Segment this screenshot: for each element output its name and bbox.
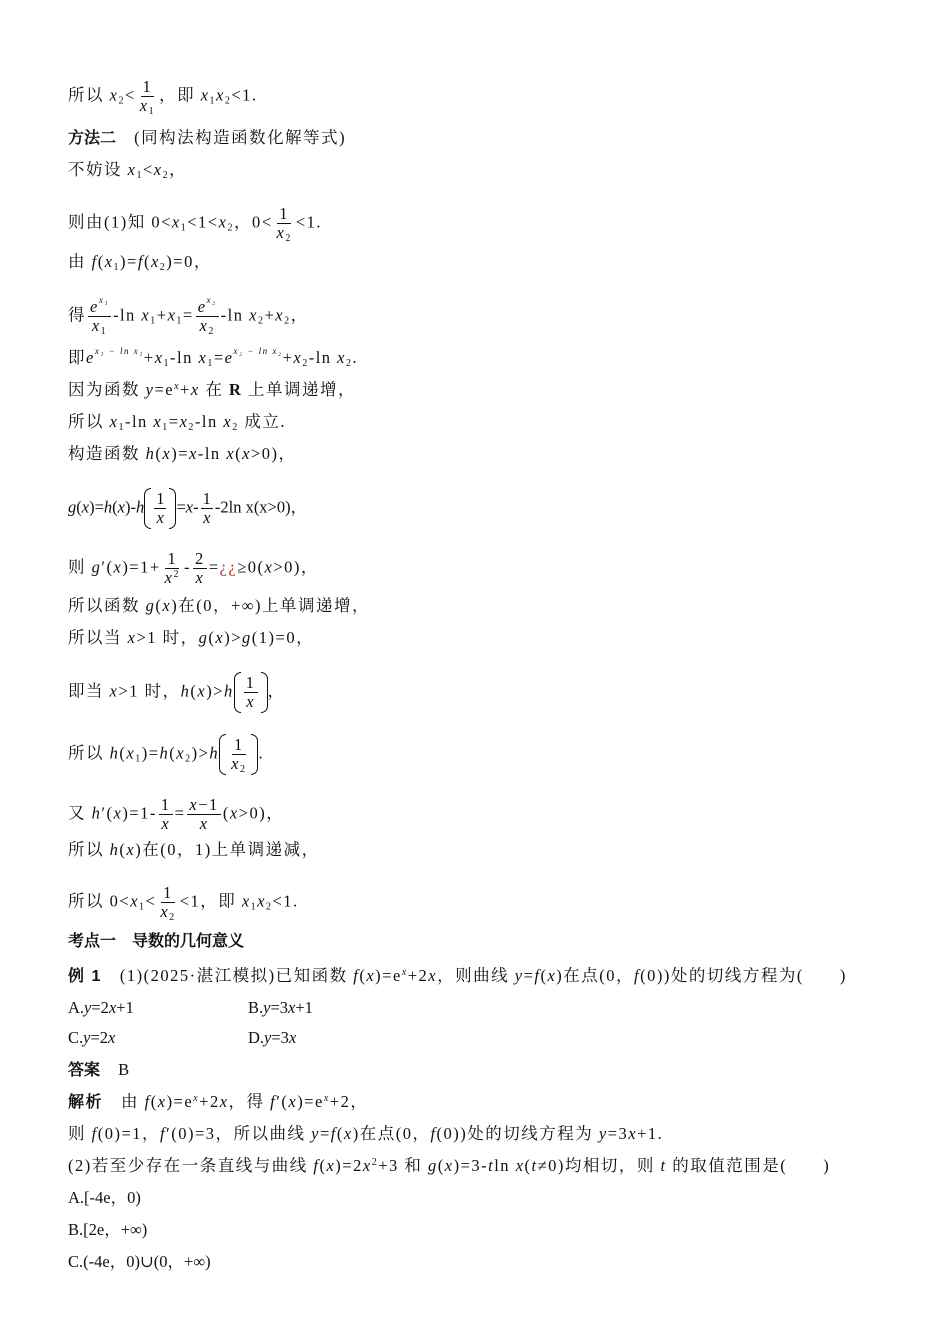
section-title: 考点一 导数的几何意义 [68,933,245,950]
line-ji-exponential: 即$e^{x_1 - ln x_1}+x_1-\ln$ $x_1=e^{x_2 - ln x_2}+x_2-\ln$ $x_2$. [68,346,359,369]
line-assume: 不妨设 $x_1<x_2$， [68,160,188,181]
line-g-derivative: 则 g′(x)=1+ $\frac{1}{x^2}$ - $\frac{2}{x}$ =¿¿≥0(x>0)， [68,549,319,588]
choice-d: D.y=3x [248,1028,297,1047]
analysis-label: 解析 [68,1094,104,1111]
line-construct-h: 构造函数 h(x)=x-ln x(x>0)， [68,444,297,463]
line-when-x-gt-1: 所以当 x>1 时，g(x)>g(1)=0， [68,628,315,647]
garbled-symbol: ¿¿ [219,557,238,577]
choice-c: C.y=2x [68,1028,116,1047]
fraction-ex2-over-x2: $\frac{e^{x_2}}{x_2}$ [197,295,217,338]
line-h-derivative: 又 h′(x)=1- $\frac{1}{x}$ = $\frac{x-1}{x}$ (x>0)， [68,795,285,834]
analysis-row-2: 则 f(0)=1，f′(0)=3，所以曲线 y=f(x)在点(0，f(0))处的切线方程为 y=3x+1. [68,1124,664,1143]
choice-b: B.y=3x+1 [248,998,313,1017]
q2-choice-b: B.[2e，+∞) [68,1220,148,1239]
choices-row-2 [68,1028,428,1048]
example-label: 例 1 [68,968,102,985]
fraction-1-over-x1: $\frac{1}{x_1}$ [139,77,156,118]
answer-value: B [118,1060,130,1079]
analysis-row: 解析 由 $f(x)=e^x+2x$，得 $f'(x)=e^x+2$， [68,1092,369,1111]
q2-choice-a: A.[-4e，0) [68,1188,141,1207]
line-so-h-x1: 所以 $h(x_1)=h(x_2)>h$ $\frac{1}{x_2}$ . [68,735,265,776]
line-so-holds: 所以 $x_1-\ln$ $x_1=x_2-\ln$ $x_2$ 成立. [68,412,286,433]
line-because-monotone: 因为函数 $y=e^x+x$ 在 R 上单调递增， [68,380,356,399]
line-fx-equal: 由 $f(x_1)=f(x_2)=0$， [68,252,212,273]
choices-row-1 [68,998,428,1018]
line-g-definition: g(x)=h(x)-h $\frac{1}{x}$ =x- $\frac{1}{x}$ -2ln x(x>0)， [68,489,308,528]
line-from-1: 则由(1)知 $0<x_1<1<x_2$，0< $\frac{1}{x_2}$ <1. [68,204,323,245]
fraction-1-over-x2: $\frac{1}{x_2}$ [276,204,292,245]
line-conclusion: 所以 $0<x_1<$ $\frac{1}{x_2}$ <1，即 $x_1x_2<1$. [68,883,299,924]
line-get-equation: 得 $\frac{e^{x_1}}{x_1}$ -ln $x_1+x_1=$ $\frac{e^{x_2}}{x_2}$ -ln $x_2+x_2$， [68,295,309,338]
line-h-decreasing: 所以 h(x)在(0，1)上单调递减， [68,840,320,859]
method2-title: 方法二 [68,130,117,147]
q2-choice-c: C.(-4e，0)∪(0，+∞) [68,1252,211,1271]
method2-note: (同构法构造函数化解等式) [134,128,347,147]
line-g-increasing: 所以函数 g(x)在(0，+∞)上单调递增， [68,596,371,615]
answer-row [68,1060,129,1081]
method2-heading [68,128,346,149]
fraction-ex1-over-x1: $\frac{e^{x_1}}{x_1}$ [90,295,109,338]
example1-question1: 例 1 (1)(2025·湛江模拟)已知函数 $f(x)=e^x+2x$，则曲线 y=f(x)在点(0，f(0))处的切线方程为( ) [68,966,847,985]
line-ji-h-gt: 即当 x>1 时，h(x)>h $\frac{1}{x}$ ， [68,673,286,712]
choice-a: A.y=2x+1 [68,998,134,1017]
example1-question2: (2)若至少存在一条直线与曲线 $f(x)=2x^2+3$ 和 g(x)=3-tln x(t≠0)均相切，则 t 的取值范围是( ) [68,1156,831,1175]
line-so-x2: 所以 $x_2<$ $\frac{1}{x_1}$ ，即 $x_1x_2<1$. [68,77,258,118]
answer-label: 答案 [68,1062,101,1079]
